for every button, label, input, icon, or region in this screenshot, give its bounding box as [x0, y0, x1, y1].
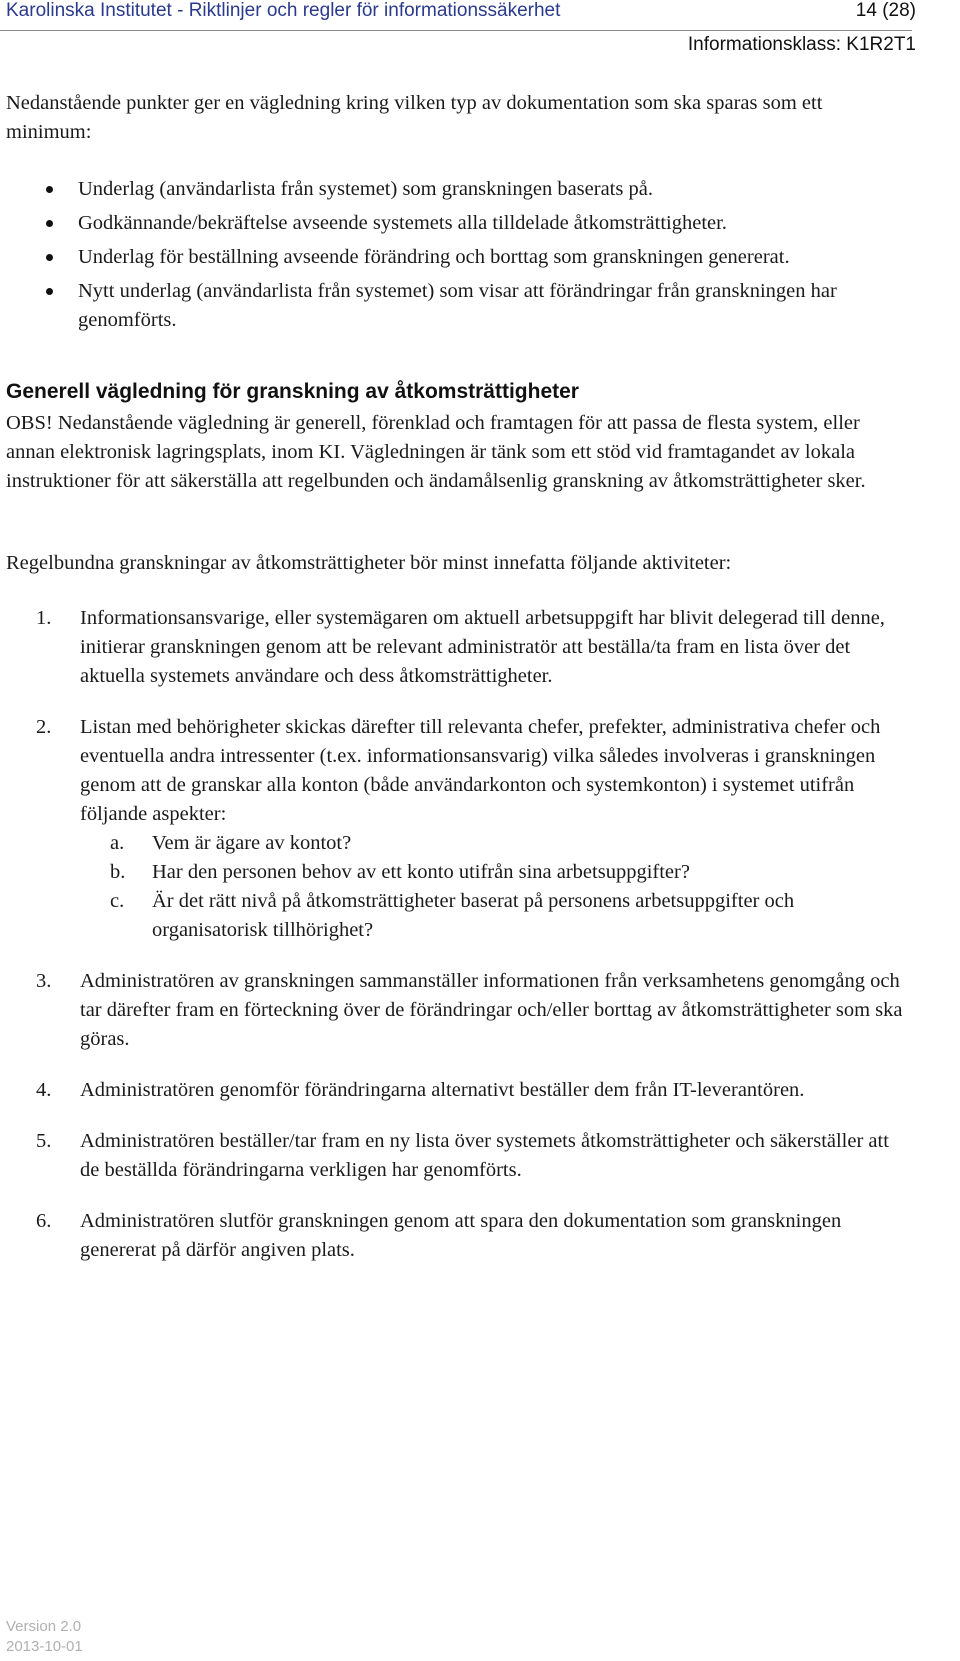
- bullet-item: [6, 175, 906, 204]
- footer-version: Version 2.0: [6, 1618, 82, 1635]
- sub-list-letter: b.: [110, 861, 126, 883]
- bullet-icon: [46, 288, 53, 295]
- documentation-bullet-list: [6, 175, 906, 340]
- list-number: 2.: [36, 716, 52, 738]
- sub-list-letter: a.: [110, 832, 125, 854]
- list-item: [6, 967, 906, 1054]
- list-item-text: Informationsansvarige, eller systemägaren om aktuell arbetsuppgift har blivit delegerad till denne, initierar granskningen genom att be relevant administratör att beställa/ta fram en lista över det aktuella systemets användare och dess åtkomsträttigheter.: [80, 607, 885, 687]
- list-number: 4.: [36, 1079, 52, 1101]
- bullet-text: Nytt underlag (användarlista från systemet) som visar att förändringar från granskningen har genomförts.: [78, 280, 837, 331]
- bullet-icon: [46, 254, 53, 261]
- bullet-text: Godkännande/bekräftelse avseende systemets alla tilldelade åtkomsträttigheter.: [78, 212, 727, 234]
- obs-paragraph: OBS! Nedanstående vägledning är generell, förenklad och framtagen för att passa de flesta system, eller annan elektronisk lagringsplats, inom KI. Vägledningen är tänk som ett stöd vid framtagandet av lokala instruktioner för att säkerställa att regelbunden och ändamålsenlig granskning av åtkomsträttigheter sker.: [6, 412, 866, 492]
- bullet-text: Underlag för beställning avseende förändring och borttag som granskningen genererat.: [78, 246, 790, 268]
- sub-list-text: Är det rätt nivå på åtkomsträttigheter baserat på personens arbetsuppgifter och organisatorisk tillhörighet?: [152, 890, 795, 941]
- sub-list-text: Har den personen behov av ett konto utifrån sina arbetsuppgifter?: [152, 861, 690, 883]
- sub-list-letter: c.: [110, 890, 125, 912]
- bullet-icon: [46, 220, 53, 227]
- bullet-item: [6, 277, 906, 335]
- aspects-sublist: [80, 829, 906, 945]
- list-number: 5.: [36, 1130, 52, 1152]
- activities-numbered-list: [6, 604, 906, 1265]
- bullet-icon: [46, 186, 53, 193]
- list-number: 1.: [36, 607, 52, 629]
- bullet-text: Underlag (användarlista från systemet) som granskningen baserats på.: [78, 178, 653, 200]
- activities-intro: Regelbundna granskningar av åtkomsträttigheter bör minst innefatta följande aktiviteter:: [6, 552, 732, 574]
- list-item-text: Administratören slutför granskningen genom att spara den dokumentation som granskningen genererat på därför angiven plats.: [80, 1210, 842, 1261]
- list-item: [6, 604, 906, 691]
- list-item: [6, 1207, 906, 1265]
- list-item-text: Administratören genomför förändringarna alternativt beställer dem från IT-leverantören.: [80, 1079, 805, 1101]
- page-number: 14 (28): [855, 0, 916, 21]
- sub-list-item: [80, 887, 906, 945]
- list-number: 3.: [36, 970, 52, 992]
- sub-list-text: Vem är ägare av kontot?: [152, 832, 352, 854]
- sub-list-item: [80, 829, 906, 858]
- bullet-item: [6, 209, 906, 238]
- footer-date: 2013-10-01: [6, 1638, 83, 1655]
- document-title: Karolinska Institutet - Riktlinjer och regler för informationssäkerhet: [6, 0, 561, 21]
- list-number: 6.: [36, 1210, 52, 1232]
- information-class: Informationsklass: K1R2T1: [687, 34, 916, 55]
- list-item-text: Administratören av granskningen sammanställer informationen från verksamhetens genomgång och tar därefter fram en förteckning över de förändringar och/eller borttag av åtkomsträttigheter som ska göras.: [80, 970, 903, 1050]
- bullet-item: [6, 243, 906, 272]
- list-item-text: Administratören beställer/tar fram en ny lista över systemets åtkomsträttigheter och säkerställer att de beställda förändringarna verkligen har genomförts.: [80, 1130, 889, 1181]
- list-item: [6, 713, 906, 945]
- header-divider: [0, 30, 912, 31]
- list-item: [6, 1076, 906, 1105]
- section-heading: Generell vägledning för granskning av åtkomsträttigheter: [6, 380, 579, 403]
- sub-list-item: [80, 858, 906, 887]
- intro-paragraph: Nedanstående punkter ger en vägledning kring vilken typ av dokumentation som ska sparas som ett minimum:: [6, 92, 823, 143]
- list-item-text: Listan med behörigheter skickas därefter till relevanta chefer, prefekter, administrativa chefer och eventuella andra intressenter (t.ex. informationsansvarig) vilka således involveras i granskningen genom att de granskar alla konton (både användarkonton och systemkonton) i systemet utifrån följande aspekter:: [80, 716, 881, 825]
- list-item: [6, 1127, 906, 1185]
